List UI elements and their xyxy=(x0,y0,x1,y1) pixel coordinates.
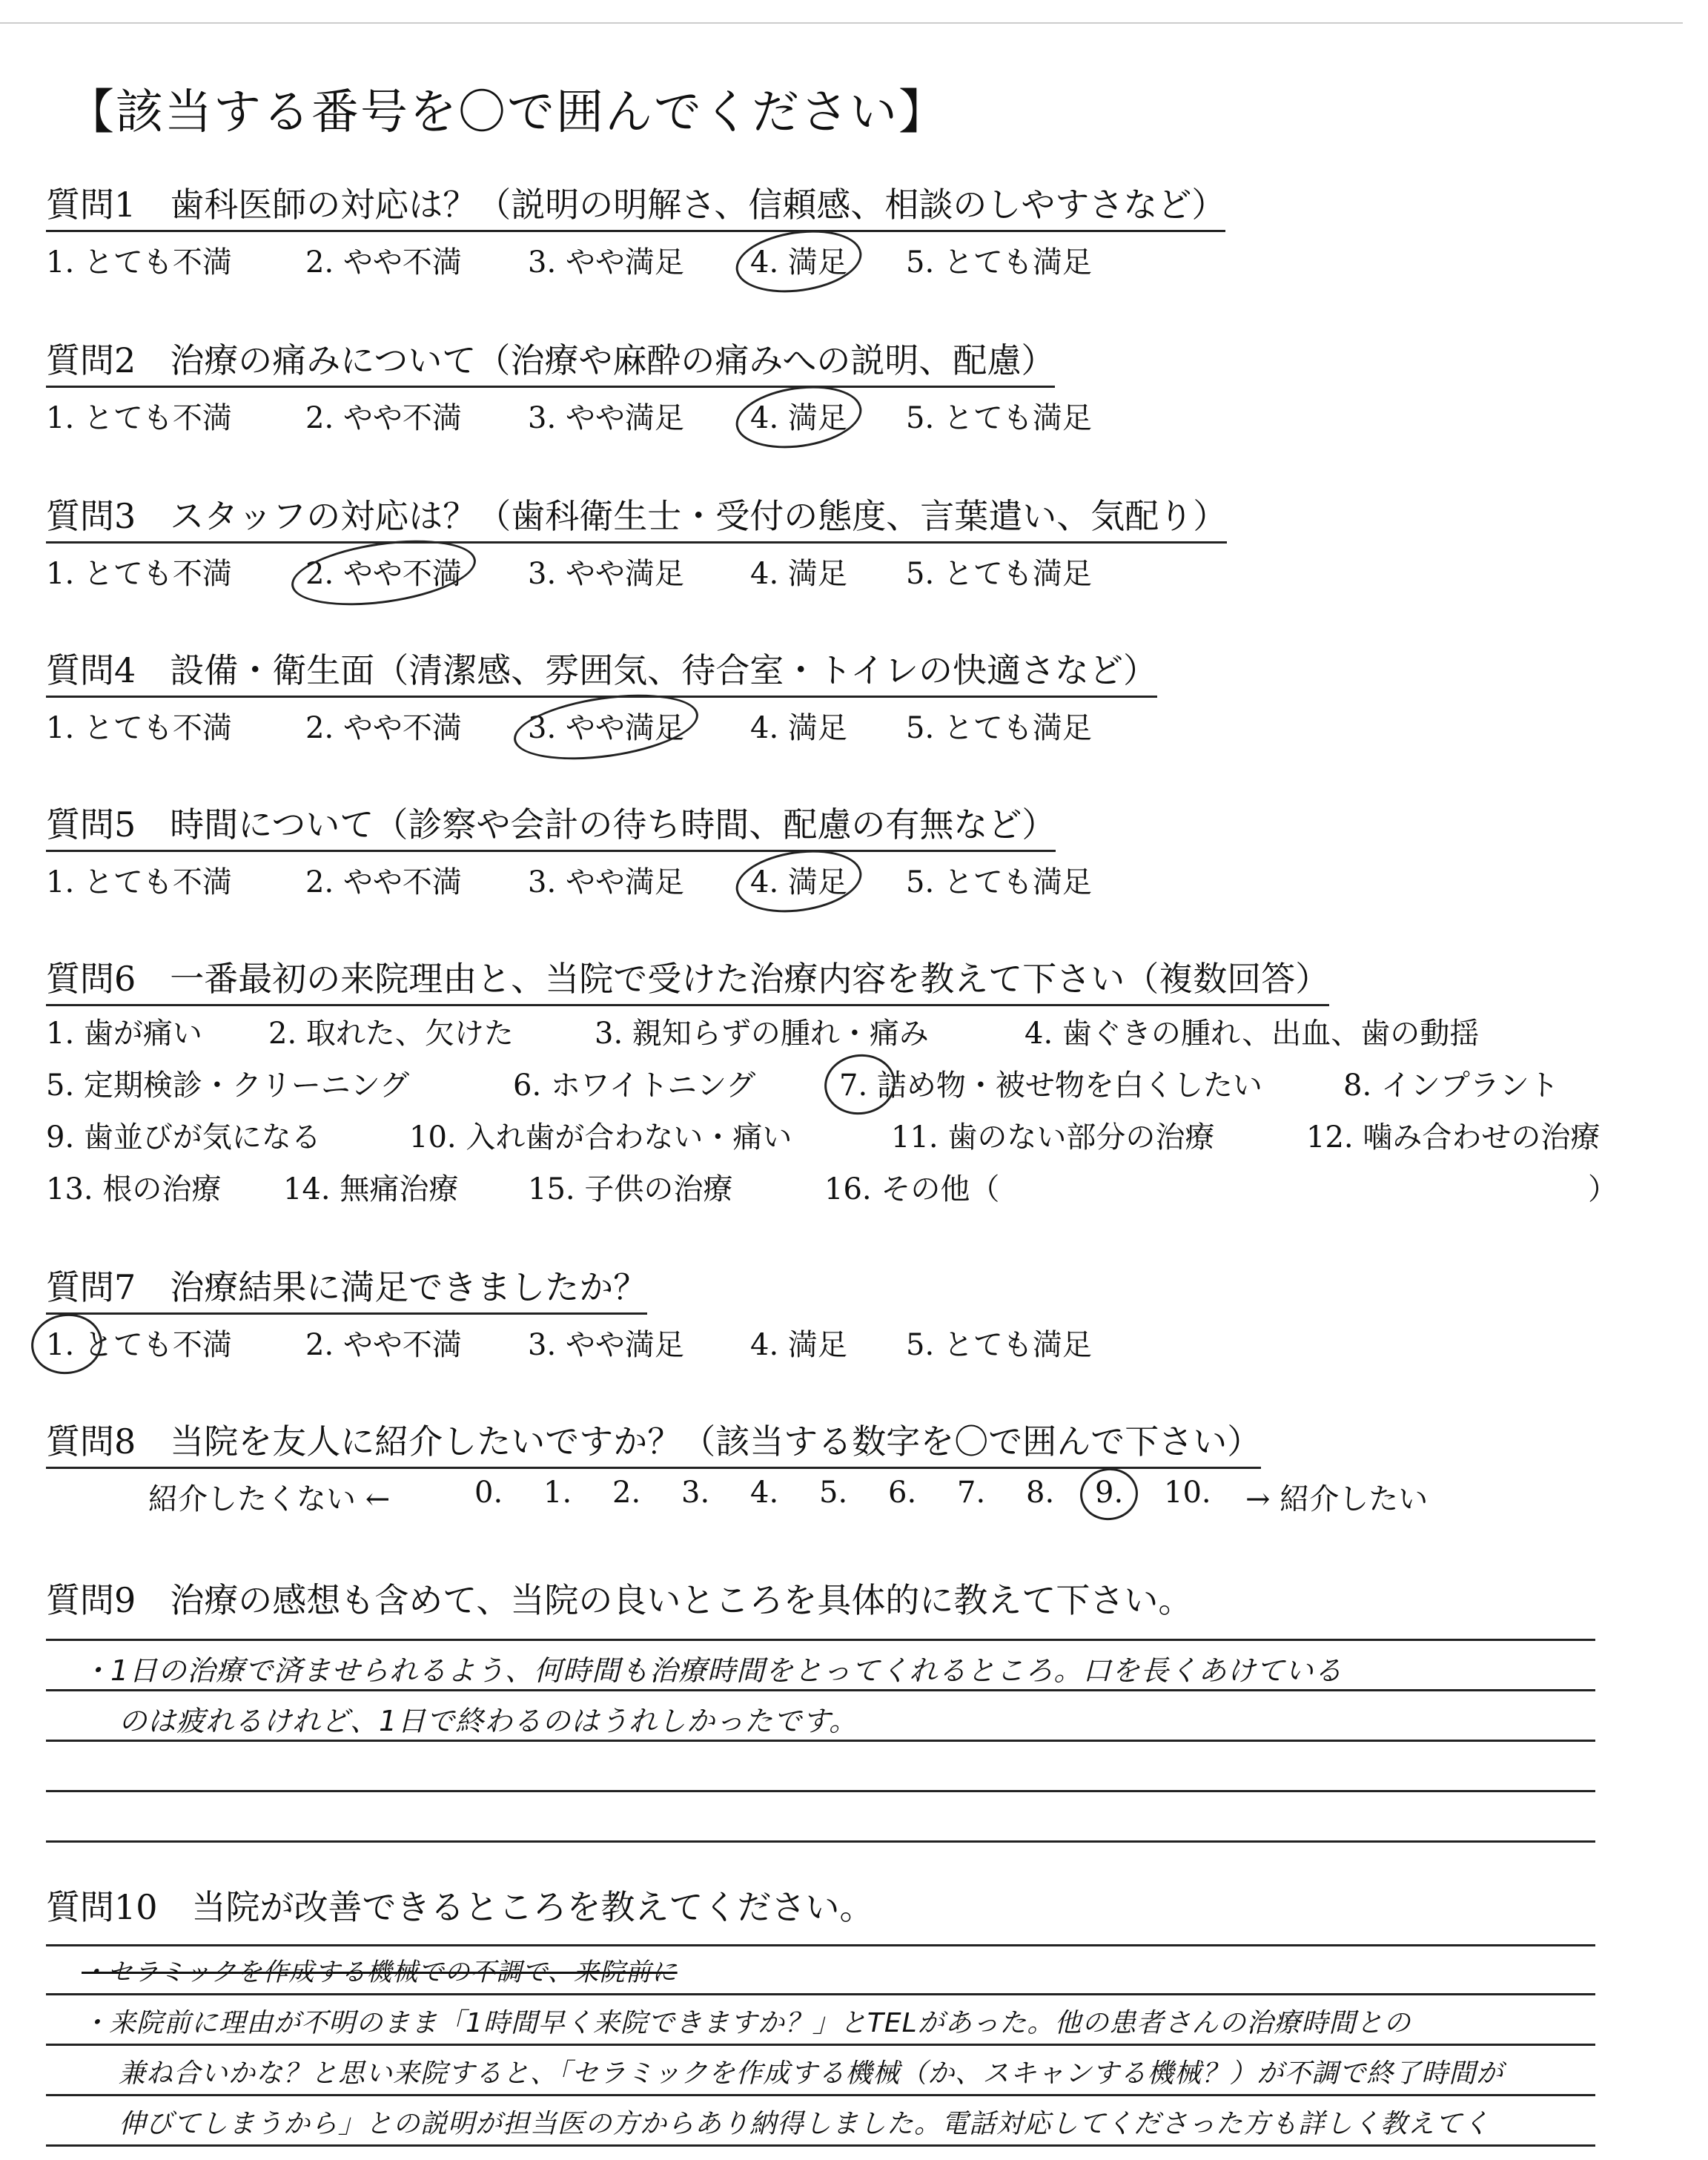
q10-rule-4 xyxy=(46,2094,1595,2096)
q4-option-2[interactable]: 2. やや不満 xyxy=(305,711,462,745)
q6-option-6[interactable]: 6. ホワイトニング xyxy=(513,1069,756,1103)
q10-rule-3 xyxy=(46,2044,1595,2046)
q10-rule-5 xyxy=(46,2144,1595,2147)
q5-option-1[interactable]: 1. とても不満 xyxy=(46,865,232,899)
question-5-heading: 質問5 時間について（診察や会計の待ち時間、配慮の有無など） xyxy=(46,798,1056,852)
q8-score-9[interactable]: 9. xyxy=(1095,1476,1123,1510)
q9-rule-3 xyxy=(46,1740,1595,1742)
question-2-heading: 質問2 治療の痛みについて（治療や麻酔の痛みへの説明、配慮） xyxy=(46,334,1055,388)
q3-option-2[interactable]: 2. やや不満 xyxy=(305,550,462,592)
q6-option-5[interactable]: 5. 定期検診・クリーニング xyxy=(46,1069,410,1103)
q6-option-8[interactable]: 8. インプラント xyxy=(1343,1069,1559,1103)
q6-option-12[interactable]: 12. 噛み合わせの治療 xyxy=(1306,1120,1601,1155)
q8-score-3[interactable]: 3. xyxy=(681,1476,710,1510)
q6-option-4[interactable]: 4. 歯ぐきの腫れ、出血、歯の動揺 xyxy=(1025,1017,1480,1051)
q7-option-1[interactable]: 1. とても不満 xyxy=(46,1321,232,1364)
q2-selection-circle xyxy=(732,379,866,456)
q1-option-2[interactable]: 2. やや不満 xyxy=(305,245,462,280)
q10-answer-line-2[interactable]: 兼ね合いかな？と思い来院すると、「セラミックを作成する機械（か、スキャンする機械？）が不調で終了時間が xyxy=(119,2058,1504,2089)
q3-option-4[interactable]: 4. 満足 xyxy=(750,557,847,591)
q7-option-5[interactable]: 5. とても満足 xyxy=(906,1328,1092,1362)
q6-option-1[interactable]: 1. 歯が痛い xyxy=(46,1017,202,1051)
q9-answer-line-2[interactable]: のは疲れるけれど、1日で終わるのはうれしかったです。 xyxy=(119,1705,858,1737)
q6-option-14[interactable]: 14. 無痛治療 xyxy=(283,1172,459,1206)
q9-rule-4 xyxy=(46,1790,1595,1792)
q9-rule-5 xyxy=(46,1840,1595,1843)
q10-rule-1 xyxy=(46,1944,1595,1946)
q6-option-13[interactable]: 13. 根の治療 xyxy=(46,1172,222,1206)
q9-answer-line-1[interactable]: ・1日の治療で済ませられるよう、何時間も治療時間をとってくれるところ。口を長くあけている xyxy=(82,1654,1343,1687)
page-top-border xyxy=(0,22,1683,24)
q9-rule-2 xyxy=(46,1689,1595,1691)
q6-option-16-close: ） xyxy=(1588,1172,1618,1206)
q6-option-3[interactable]: 3. 親知らずの腫れ・痛み xyxy=(595,1017,929,1051)
q10-answer-line-3[interactable]: 伸びてしまうから」との説明が担当医の方からあり納得しました。電話対応してくださった方も詳しく教えてく xyxy=(119,2109,1491,2139)
q1-selection-circle xyxy=(732,223,866,300)
q6-option-11[interactable]: 11. 歯のない部分の治療 xyxy=(891,1120,1215,1155)
question-3-heading: 質問3 スタッフの対応は？（歯科衛生士・受付の態度、言葉遣い、気配り） xyxy=(46,489,1227,544)
q9-rule-1 xyxy=(46,1639,1595,1641)
q2-option-2[interactable]: 2. やや不満 xyxy=(305,401,462,435)
q2-option-1[interactable]: 1. とても不満 xyxy=(46,401,232,435)
q8-score-7[interactable]: 7. xyxy=(957,1476,986,1510)
q5-option-4[interactable]: 4. 満足 xyxy=(750,859,847,901)
page-title: 【該当する番号を〇で囲んでください】 xyxy=(67,85,947,140)
q6-option-2[interactable]: 2. 取れた、欠けた xyxy=(268,1017,514,1051)
q8-left-label: 紹介したくない ← xyxy=(148,1482,391,1516)
q8-score-10[interactable]: 10. xyxy=(1164,1476,1211,1510)
q6-selection-circle xyxy=(821,1050,899,1120)
q4-option-4[interactable]: 4. 満足 xyxy=(750,711,847,745)
q8-score-4[interactable]: 4. xyxy=(750,1476,779,1510)
q5-option-2[interactable]: 2. やや不満 xyxy=(305,865,462,899)
q5-option-3[interactable]: 3. やや満足 xyxy=(528,865,684,899)
q6-option-9[interactable]: 9. 歯並びが気になる xyxy=(46,1120,321,1155)
question-1-heading: 質問1 歯科医師の対応は？（説明の明解さ、信頼感、相談のしやすさなど） xyxy=(46,178,1225,232)
q1-option-5[interactable]: 5. とても満足 xyxy=(906,245,1092,280)
q10-rule-2 xyxy=(46,1993,1595,1995)
q7-option-4[interactable]: 4. 満足 xyxy=(750,1328,847,1362)
q7-option-2[interactable]: 2. やや不満 xyxy=(305,1328,462,1362)
question-6-heading: 質問6 一番最初の来院理由と、当院で受けた治療内容を教えて下さい（複数回答） xyxy=(46,952,1329,1006)
q10-answer-line-1[interactable]: ・来院前に理由が不明のまま「1時間早く来院できますか？」とTELがあった。他の患者さんの治療時間との xyxy=(82,2008,1411,2038)
q5-option-5[interactable]: 5. とても満足 xyxy=(906,865,1092,899)
q8-score-6[interactable]: 6. xyxy=(888,1476,917,1510)
q3-option-1[interactable]: 1. とても不満 xyxy=(46,557,232,591)
q8-selection-circle xyxy=(1077,1464,1142,1524)
q1-option-4[interactable]: 4. 満足 xyxy=(750,239,847,281)
q2-option-4[interactable]: 4. 満足 xyxy=(750,394,847,437)
q1-option-3[interactable]: 3. やや満足 xyxy=(528,245,684,280)
question-10-heading: 質問10 当院が改善できるところを教えてください。 xyxy=(46,1887,874,1927)
q4-option-5[interactable]: 5. とても満足 xyxy=(906,711,1092,745)
q7-selection-circle xyxy=(27,1309,106,1379)
q10-struck-line: ・セラミックを作成する機械での不調で、来院前に xyxy=(82,1958,678,1987)
question-4-heading: 質問4 設備・衛生面（清潔感、雰囲気、待合室・トイレの快適さなど） xyxy=(46,644,1157,698)
q8-score-1[interactable]: 1. xyxy=(543,1476,572,1510)
q6-option-15[interactable]: 15. 子供の治療 xyxy=(528,1172,733,1206)
q2-option-5[interactable]: 5. とても満足 xyxy=(906,401,1092,435)
question-9-heading: 質問9 治療の感想も含めて、当院の良いところを具体的に教えて下さい。 xyxy=(46,1580,1193,1620)
question-8-heading: 質問8 当院を友人に紹介したいですか？（該当する数字を〇で囲んで下さい） xyxy=(46,1415,1261,1469)
q3-option-3[interactable]: 3. やや満足 xyxy=(528,557,684,591)
q8-score-0[interactable]: 0. xyxy=(474,1476,503,1510)
q1-option-1[interactable]: 1. とても不満 xyxy=(46,245,232,280)
q8-score-2[interactable]: 2. xyxy=(612,1476,641,1510)
q7-option-3[interactable]: 3. やや満足 xyxy=(528,1328,684,1362)
q8-right-label: → 紹介したい xyxy=(1245,1482,1429,1516)
q8-score-8[interactable]: 8. xyxy=(1026,1476,1055,1510)
q4-option-1[interactable]: 1. とても不満 xyxy=(46,711,232,745)
q6-option-10[interactable]: 10. 入れ歯が合わない・痛い xyxy=(409,1120,792,1155)
q4-option-3[interactable]: 3. やや満足 xyxy=(528,704,684,747)
q3-option-5[interactable]: 5. とても満足 xyxy=(906,557,1092,591)
q6-option-7[interactable]: 7. 詰め物・被せ物を白くしたい xyxy=(839,1062,1262,1104)
q8-score-5[interactable]: 5. xyxy=(819,1476,848,1510)
q6-option-16[interactable]: 16. その他（ xyxy=(824,1172,1000,1206)
q5-selection-circle xyxy=(732,843,866,920)
q2-option-3[interactable]: 3. やや満足 xyxy=(528,401,684,435)
question-7-heading: 質問7 治療結果に満足できましたか？ xyxy=(46,1261,647,1315)
